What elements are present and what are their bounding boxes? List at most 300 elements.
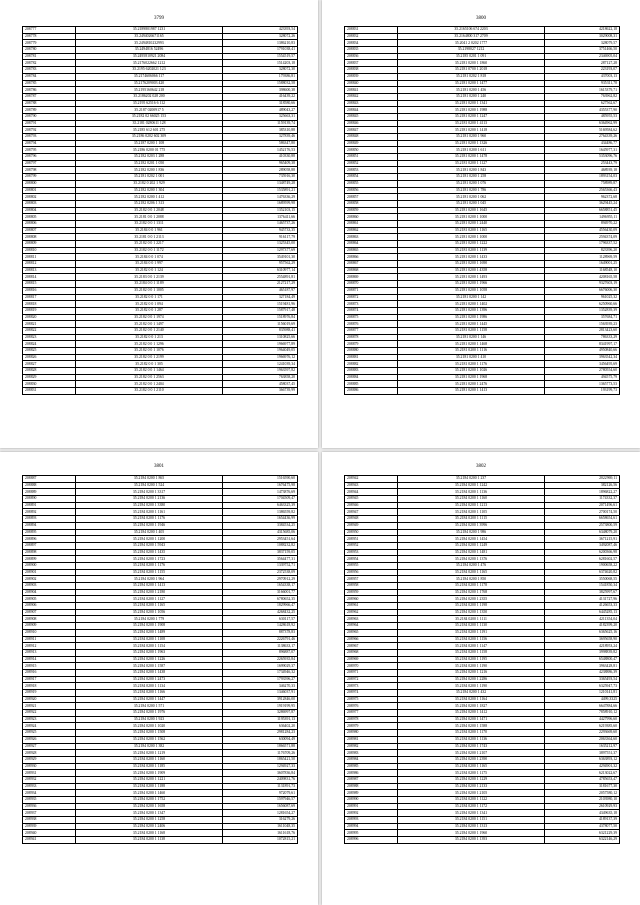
amount-cell: 1689599,98 xyxy=(223,200,298,207)
row-number-cell: 208798 xyxy=(23,167,76,174)
table-row xyxy=(345,683,620,690)
table-row xyxy=(345,562,620,569)
row-number-cell: 208877 xyxy=(345,327,398,334)
cadastral-code-cell: 35.2184 0200 1 1229 xyxy=(398,776,545,783)
cadastral-code-cell: 35.2184 0200 1 432 xyxy=(398,690,545,697)
page-number: 3799 xyxy=(154,16,164,21)
table-row xyxy=(345,803,620,810)
table-row xyxy=(23,790,298,797)
row-number-cell: 208920 xyxy=(23,696,76,703)
row-number-cell: 208783 xyxy=(23,67,76,74)
cadastral-code-cell: 35.2184 0 0 1 961 xyxy=(76,227,223,234)
table-row xyxy=(23,529,298,536)
table-row xyxy=(23,690,298,697)
row-number-cell: 208933 xyxy=(23,783,76,790)
table-row xyxy=(23,254,298,261)
table-row xyxy=(23,207,298,214)
table-row xyxy=(23,837,298,844)
row-number-cell: 208876 xyxy=(345,321,398,328)
amount-cell: 357684,71 xyxy=(545,314,620,321)
amount-cell: 763962,82 xyxy=(545,93,620,100)
table-row xyxy=(23,334,298,341)
amount-cell: 485955,53 xyxy=(545,113,620,120)
amount-cell: 1563939,23 xyxy=(545,321,620,328)
cadastral-code-cell: 35.2184 0200 1 1175 xyxy=(398,770,545,777)
amount-cell: 3671215,91 xyxy=(545,536,620,543)
amount-cell: 468939,18 xyxy=(545,167,620,174)
row-number-cell: 208971 xyxy=(345,669,398,676)
row-number-cell: 208889 xyxy=(23,489,76,496)
cadastral-code-cell: 35.2184 0200 1 1130 xyxy=(398,623,545,630)
table-row xyxy=(23,194,298,201)
cadastral-code-cell: 35.2184 0200 1 1347 xyxy=(76,810,223,817)
cadastral-code-cell: 35.2184 0200 1 476 xyxy=(398,562,545,569)
cadastral-code-cell: 35.2495810921 2084 xyxy=(76,53,223,60)
table-row xyxy=(345,167,620,174)
amount-cell: 2372538,09 xyxy=(223,569,298,576)
table-row xyxy=(23,27,298,34)
table-row xyxy=(23,817,298,824)
table-row xyxy=(23,354,298,361)
table-row xyxy=(345,294,620,301)
cadastral-code-cell: 35.2182 0 0 1 2404 xyxy=(76,381,223,388)
table-row xyxy=(345,790,620,797)
amount-cell: 7858910,12 xyxy=(545,710,620,717)
amount-cell: 1518976,84 xyxy=(223,314,298,321)
cadastral-code-cell: 35.2182 0 0 1 1172 xyxy=(76,247,223,254)
table-row xyxy=(23,549,298,556)
amount-cell: 193199,73 xyxy=(545,388,620,395)
amount-cell: 1900658,22 xyxy=(545,562,620,569)
amount-cell: 3825997,67 xyxy=(545,589,620,596)
document-page-2 xyxy=(322,0,640,448)
cadastral-code-cell: 35.2041 2 0202 1777 xyxy=(398,40,545,47)
cadastral-code-cell: 35.2182 0 0 1 305 xyxy=(76,361,223,368)
row-number-cell: 208967 xyxy=(345,643,398,650)
row-number-cell: 208792 xyxy=(23,127,76,134)
amount-cell: 5353096,76 xyxy=(545,154,620,161)
table-row xyxy=(345,556,620,563)
cadastral-code-cell: 35.2198027 1212 xyxy=(398,47,545,54)
table-row xyxy=(23,683,298,690)
table-row xyxy=(23,723,298,730)
row-number-cell: 208841 xyxy=(345,87,398,94)
row-number-cell: 208895 xyxy=(23,529,76,536)
table-row xyxy=(345,736,620,743)
row-number-cell: 208840 xyxy=(345,80,398,87)
row-number-cell: 208984 xyxy=(345,756,398,763)
row-number-cell: 208929 xyxy=(23,756,76,763)
table-row xyxy=(345,307,620,314)
amount-cell: 3550068,55 xyxy=(545,576,620,583)
table-row xyxy=(345,516,620,523)
cadastral-code-cell: 35.2184 0200 1 1350 xyxy=(398,609,545,616)
cadastral-code-cell: 35.2181 0200 1 076 xyxy=(398,180,545,187)
row-number-cell: 208868 xyxy=(345,267,398,274)
amount-cell: 8341997,17 xyxy=(545,341,620,348)
amount-cell: 1734946,32 xyxy=(223,669,298,676)
row-number-cell: 208788 xyxy=(23,100,76,107)
row-number-cell: 208848 xyxy=(345,134,398,141)
amount-cell: 2981284,23 xyxy=(223,730,298,737)
row-number-cell: 208885 xyxy=(345,381,398,388)
table-row xyxy=(345,756,620,763)
cadastral-code-cell: 35.2184 0200 1 1413 xyxy=(76,583,223,590)
table-row xyxy=(23,80,298,87)
table-row xyxy=(345,703,620,710)
table-row xyxy=(345,80,620,87)
amount-cell: 6219385,60 xyxy=(545,723,620,730)
amount-cell: 4238886,39 xyxy=(545,669,620,676)
cadastral-code-cell: 35.2182 0206 1 313 xyxy=(76,200,223,207)
amount-cell: 965409,38 xyxy=(223,160,298,167)
table-row xyxy=(23,100,298,107)
cadastral-code-cell: 35.2181 0200 1 2476 xyxy=(398,381,545,388)
table-row xyxy=(23,321,298,328)
cadastral-code-cell: 35.2181 0 0 1 2113 xyxy=(76,234,223,241)
cadastral-code-cell: 35.2184 0200 1 1460 xyxy=(76,790,223,797)
table-row xyxy=(345,33,620,40)
amount-cell: 328079,57 xyxy=(545,40,620,47)
table-row xyxy=(345,200,620,207)
amount-cell: 318580,66 xyxy=(223,100,298,107)
cadastral-code-cell: 35.2184 0200 1 1190 xyxy=(398,683,545,690)
amount-cell: 1168548,10 xyxy=(545,267,620,274)
table-row xyxy=(345,783,620,790)
row-number-cell: 208907 xyxy=(23,609,76,616)
table-row xyxy=(23,603,298,610)
row-number-cell: 208958 xyxy=(345,583,398,590)
table-row xyxy=(23,341,298,348)
cadastral-code-cell: 35.2184 0200 1 1160 xyxy=(398,496,545,503)
row-number-cell: 208785 xyxy=(23,80,76,87)
row-number-cell: 208966 xyxy=(345,636,398,643)
row-number-cell: 208874 xyxy=(345,307,398,314)
table-row xyxy=(23,120,298,127)
cadastral-code-cell: 35.2184 0200 1 1587 xyxy=(76,663,223,670)
table-row xyxy=(23,134,298,141)
amount-cell: 3629445,24 xyxy=(545,200,620,207)
cadastral-code-cell: 35.2181 0200 1 1988 xyxy=(398,107,545,114)
cadastral-code-cell: 35.2181 0200 1 1402 xyxy=(398,301,545,308)
table-row xyxy=(345,576,620,583)
cadastral-code-cell: 35.2184 0200 1 1156 xyxy=(398,636,545,643)
table-row xyxy=(345,334,620,341)
amount-cell: 896887,07 xyxy=(223,649,298,656)
table-row xyxy=(345,549,620,556)
amount-cell: 1496955,11 xyxy=(545,214,620,221)
page-number: 3801 xyxy=(154,464,164,469)
cadastral-code-cell: 35.2184 0200 1 1164 xyxy=(398,696,545,703)
row-number-cell: 208797 xyxy=(23,160,76,167)
row-number-cell: 208826 xyxy=(23,354,76,361)
row-number-cell: 208952 xyxy=(345,542,398,549)
table-row xyxy=(345,696,620,703)
row-number-cell: 208804 xyxy=(23,207,76,214)
cadastral-code-cell: 35.2195160642 218 xyxy=(76,87,223,94)
amount-cell: 4294901,32 xyxy=(545,763,620,770)
cadastral-code-cell: 35.2181 0200 1 1690 xyxy=(398,261,545,268)
cadastral-code-cell: 35.2184 0200 1 1138 xyxy=(76,837,223,844)
cadastral-code-cell: 35.2181 0200 1 843 xyxy=(398,167,545,174)
amount-cell: 1386210,83 xyxy=(223,40,298,47)
table-row xyxy=(23,636,298,643)
table-row xyxy=(345,354,620,361)
table-row xyxy=(345,120,620,127)
amount-cell: 2022969,11 xyxy=(545,476,620,483)
table-row xyxy=(345,609,620,616)
cadastral-code-cell: 35.2184 0200 1 1136 xyxy=(398,736,545,743)
row-number-cell: 208828 xyxy=(23,368,76,375)
amount-cell: 4182399,20 xyxy=(545,623,620,630)
row-number-cell: 208844 xyxy=(345,107,398,114)
row-number-cell: 208960 xyxy=(345,596,398,603)
table-row xyxy=(23,489,298,496)
cadastral-code-cell: 35.2184 0200 1 2105 xyxy=(398,790,545,797)
row-number-cell: 208955 xyxy=(345,562,398,569)
amount-cell: 327839,46 xyxy=(223,134,298,141)
table-row xyxy=(23,47,298,54)
cadastral-code-cell: 35.2184 0200 1 1170 xyxy=(398,730,545,737)
amount-cell: 2103980,10 xyxy=(545,797,620,804)
cadastral-code-cell: 35.2181 0200 1 456 xyxy=(398,87,545,94)
cadastral-code-cell: 35.2182 0 0 1 124 xyxy=(76,267,223,274)
table-row xyxy=(345,194,620,201)
row-number-cell: 208824 xyxy=(23,341,76,348)
amount-cell: 2970912,29 xyxy=(223,576,298,583)
table-row xyxy=(345,134,620,141)
cadastral-code-cell: 35.2181 0200 1 1860 xyxy=(398,60,545,67)
cadastral-code-cell: 35.2184 0200 1 1105 xyxy=(398,509,545,516)
row-number-cell: 208780 xyxy=(23,47,76,54)
amount-cell: 1514203,18 xyxy=(223,60,298,67)
row-number-cell: 208976 xyxy=(345,703,398,710)
cadastral-code-cell: 35.2184 0200 1 2180 xyxy=(76,589,223,596)
row-number-cell: 208818 xyxy=(23,301,76,308)
row-number-cell: 208910 xyxy=(23,629,76,636)
table-row xyxy=(345,690,620,697)
cadastral-code-cell: 35.2184 0200 1 1176 xyxy=(76,562,223,569)
amount-cell: 6780652,35 xyxy=(223,596,298,603)
row-number-cell: 208875 xyxy=(345,314,398,321)
row-number-cell: 208858 xyxy=(345,200,398,207)
cadastral-code-cell: 35.2184 0200 1 3380 xyxy=(76,502,223,509)
table-row xyxy=(345,623,620,630)
table-row xyxy=(345,341,620,348)
amount-cell: 4785653,47 xyxy=(545,776,620,783)
table-row xyxy=(345,763,620,770)
amount-cell: 6322146,29 xyxy=(545,837,620,844)
row-number-cell: 208911 xyxy=(23,636,76,643)
table-row xyxy=(23,643,298,650)
amount-cell: 1310825,66 xyxy=(223,334,298,341)
cadastral-code-cell: 35.2184 0200 1 1115 xyxy=(398,516,545,523)
amount-cell: 1597946,57 xyxy=(223,797,298,804)
amount-cell: 4218953,24 xyxy=(545,643,620,650)
document-page-3 xyxy=(0,452,318,905)
table-row xyxy=(345,174,620,181)
cadastral-code-cell: 35.2185 612 601 275 xyxy=(76,127,223,134)
table-row xyxy=(345,187,620,194)
cadastral-code-cell: 35.2186202 028 200 xyxy=(76,93,223,100)
row-number-cell: 208793 xyxy=(23,134,76,141)
row-number-cell: 208884 xyxy=(345,374,398,381)
cadastral-code-cell: 35.2181 0200 1 258 xyxy=(398,174,545,181)
amount-cell: 1966976,12 xyxy=(223,354,298,361)
amount-cell: 2057580,12 xyxy=(545,790,620,797)
amount-cell: 2594374,09 xyxy=(545,234,620,241)
cadastral-code-cell: 35.2184 0200 1 779 xyxy=(76,616,223,623)
amount-cell: 3564477,31 xyxy=(223,556,298,563)
cadastral-code-cell: 35.2181 0200 1 1645 xyxy=(398,207,545,214)
row-number-cell: 208855 xyxy=(345,180,398,187)
table-row xyxy=(345,107,620,114)
cadastral-code-cell: 35.2182 0 202 1 929 xyxy=(76,180,223,187)
cadastral-code-cell: 35.2184 0200 1 1191 xyxy=(398,629,545,636)
amount-cell: 1519481,96 xyxy=(223,301,298,308)
amount-cell: 4349635,18 xyxy=(545,810,620,817)
cadastral-code-cell: 35.2184 0200 1 2473 xyxy=(76,676,223,683)
cadastral-code-cell: 35.2184 0200 1 1165 xyxy=(398,569,545,576)
cadastral-code-cell: 35.2184 0200 1 1188 xyxy=(76,783,223,790)
table-row xyxy=(23,609,298,616)
amount-cell: 179386,81 xyxy=(223,73,298,80)
table-row xyxy=(345,837,620,844)
row-number-cell: 208898 xyxy=(23,549,76,556)
table-row xyxy=(345,710,620,717)
cadastral-code-cell: 35.2184 0200 1 1165 xyxy=(398,763,545,770)
amount-cell: 3029008,31 xyxy=(545,33,620,40)
row-number-cell: 208845 xyxy=(345,113,398,120)
table-row xyxy=(345,281,620,288)
amount-cell: 1156019,69 xyxy=(223,321,298,328)
cadastral-code-cell: 35.2184 0200 1 1242 xyxy=(398,482,545,489)
row-number-cell: 208903 xyxy=(23,583,76,590)
row-number-cell: 208935 xyxy=(23,797,76,804)
cadastral-code-cell: 35.2181 0 0 1 2088 xyxy=(76,214,223,221)
amount-cell: 3549101,30 xyxy=(223,254,298,261)
table-row xyxy=(345,147,620,154)
amount-cell: 327184,49 xyxy=(223,294,298,301)
row-number-cell: 208809 xyxy=(23,241,76,248)
table-row xyxy=(345,73,620,80)
table-row xyxy=(345,381,620,388)
amount-cell: 6348079,20 xyxy=(545,529,620,536)
cadastral-code-cell: 35.2184 0200 1 1213 xyxy=(398,502,545,509)
row-number-cell: 208887 xyxy=(23,476,76,483)
table-row xyxy=(23,60,298,67)
amount-cell: 630094,49 xyxy=(223,736,298,743)
table-row xyxy=(23,569,298,576)
row-number-cell: 208784 xyxy=(23,73,76,80)
row-number-cell: 208886 xyxy=(345,388,398,395)
table-row xyxy=(345,823,620,830)
table-row xyxy=(23,294,298,301)
cadastral-code-cell: 35.2184 0200 1 1438 xyxy=(76,669,223,676)
cadastral-code-cell: 35.2184 0200 1 1165 xyxy=(76,603,223,610)
table-row xyxy=(345,60,620,67)
amount-cell: 3751466,50 xyxy=(545,47,620,54)
amount-cell: 1699029,37 xyxy=(223,663,298,670)
amount-cell: 1966977,89 xyxy=(223,341,298,348)
table-row xyxy=(345,589,620,596)
cadastral-code-cell: 35.2181 0200 1 960 xyxy=(398,134,545,141)
cadastral-code-cell: 35.2182 0200 1 412 xyxy=(76,194,223,201)
row-number-cell: 208916 xyxy=(23,669,76,676)
amount-cell: 2226791,46 xyxy=(223,636,298,643)
table-row xyxy=(23,220,298,227)
table-row xyxy=(23,756,298,763)
table-row xyxy=(23,522,298,529)
amount-cell: 1611048,35 xyxy=(223,823,298,830)
cadastral-code-cell: 35.2184 0200 1 2286 xyxy=(398,676,545,683)
amount-cell: 1535891,21 xyxy=(223,187,298,194)
table-row xyxy=(345,496,620,503)
row-number-cell: 208866 xyxy=(345,254,398,261)
row-number-cell: 208869 xyxy=(345,274,398,281)
amount-cell: 823396,20 xyxy=(545,247,620,254)
table-row xyxy=(345,797,620,804)
row-number-cell: 208912 xyxy=(23,643,76,650)
table-row xyxy=(345,40,620,47)
table-row xyxy=(23,214,298,221)
cadastral-code-cell: 35.2184 0200 1 1154 xyxy=(76,643,223,650)
amount-cell: 894970,22 xyxy=(545,220,620,227)
cadastral-code-cell: 35.2184 0200 1 237 xyxy=(398,476,545,483)
cadastral-code-cell: 35.2181 0200 1 146 xyxy=(398,334,545,341)
amount-cell: 1386559,82 xyxy=(223,509,298,516)
table-row xyxy=(23,374,298,381)
cadastral-code-cell: 35.2184 0200 1 1147 xyxy=(398,643,545,650)
table-row xyxy=(23,730,298,737)
table-row xyxy=(345,254,620,261)
table-row xyxy=(23,583,298,590)
row-number-cell: 208815 xyxy=(23,281,76,288)
row-number-cell: 208862 xyxy=(345,227,398,234)
cadastral-code-cell: 35.2165106 674 2203 xyxy=(398,27,545,34)
amount-cell: 972079,61 xyxy=(223,790,298,797)
row-number-cell: 208879 xyxy=(345,341,398,348)
row-number-cell: 208970 xyxy=(345,663,398,670)
amount-cell: 385310,88 xyxy=(223,127,298,134)
cadastral-code-cell: 35.2184 0200 1 2136 xyxy=(76,496,223,503)
cadastral-code-cell: 35.2184 0200 1 1127 xyxy=(76,596,223,603)
table-row xyxy=(345,314,620,321)
amount-cell: 1554519,57 xyxy=(223,53,298,60)
cadastral-code-cell: 35.2184 0200 1 964 xyxy=(76,576,223,583)
table-row xyxy=(23,616,298,623)
amount-cell: 6250960,66 xyxy=(545,301,620,308)
row-number-cell: 208835 xyxy=(345,47,398,54)
amount-cell: 1791038,41 xyxy=(223,47,298,54)
table-row xyxy=(345,241,620,248)
amount-cell: 1611618,76 xyxy=(223,830,298,837)
cadastral-code-cell: 35.2195 6202021 123 xyxy=(76,67,223,74)
row-number-cell: 208979 xyxy=(345,723,398,730)
table-row xyxy=(23,649,298,656)
amount-cell: 6374620,82 xyxy=(545,569,620,576)
amount-cell: 6281602,57 xyxy=(545,556,620,563)
row-number-cell: 208927 xyxy=(23,743,76,750)
row-number-cell: 208973 xyxy=(345,683,398,690)
row-number-cell: 208805 xyxy=(23,214,76,221)
row-number-cell: 208860 xyxy=(345,214,398,221)
row-number-cell: 208944 xyxy=(345,489,398,496)
amount-cell: 3837159,05 xyxy=(223,549,298,556)
cadastral-code-cell: 35.2182 0203 1 288 xyxy=(76,154,223,161)
cadastral-code-cell: 35.2181 0200 1 1968 xyxy=(398,374,545,381)
cadastral-code-cell: 35.2181 0200 1 4358 xyxy=(398,267,545,274)
